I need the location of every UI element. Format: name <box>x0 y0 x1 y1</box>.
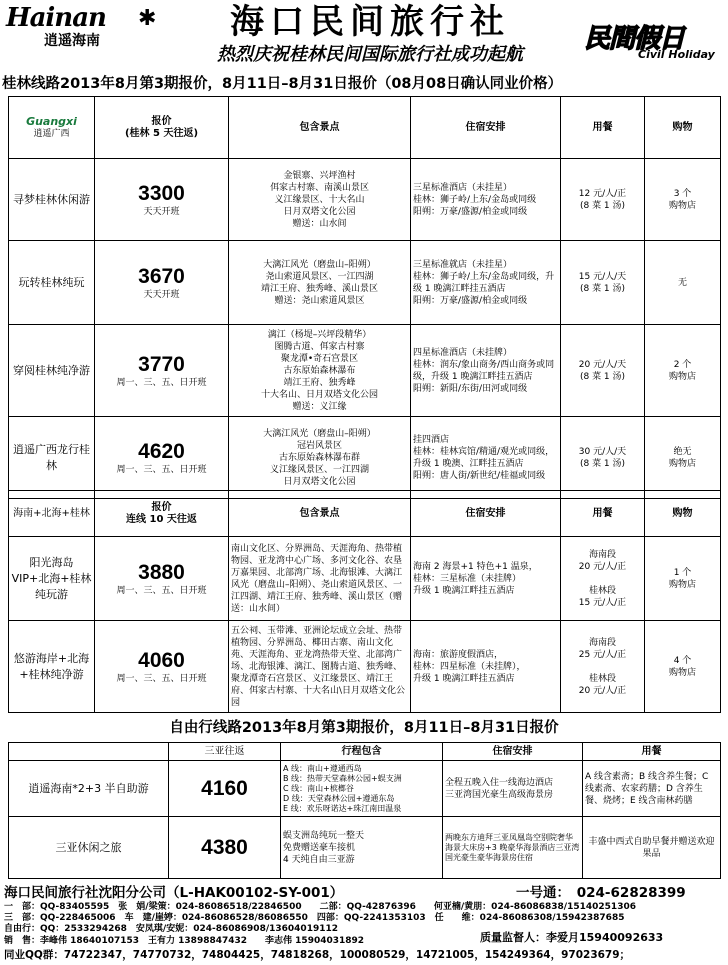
route-name: 三亚休闲之旅 <box>9 817 169 879</box>
price-value: 3300 <box>138 181 185 205</box>
contact-line-1: 一 部：QQ-83405595 张 娟/梁策：024-86086518/22846500 二部：QQ-42876396 何亚楠/黄朋：024-86086838/15140251306 <box>4 902 636 912</box>
price-value: 4060 <box>138 648 185 672</box>
guilin-table <box>8 96 721 499</box>
price-cell <box>169 817 281 879</box>
table-row <box>9 761 721 817</box>
logo-civil-holiday-sub: Civil Holiday <box>638 48 715 61</box>
logo-civil-holiday <box>584 18 724 66</box>
table-row <box>9 621 721 713</box>
table-row <box>9 159 721 241</box>
table-row <box>9 817 721 879</box>
guilin-banner: 桂林线路2013年8月第3期报价，8月11日–8月31日报价（08月08日确认同业价格） <box>2 76 563 92</box>
header-spots: 包含景点 <box>229 491 411 537</box>
palm-tree-icon: ✱ <box>138 6 157 31</box>
meal: 30 元/人/天 (8 菜 1 汤) <box>561 417 645 499</box>
spots: 南山文化区、分界洲岛、天涯海角、热带植物园、亚龙湾中心广场、多河文化谷、农垦万嘉果园、北部湾广场、北海银滩、大漓江风光（磨盘山–阳朔）、尧山索道风景区、一江四湖、靖江王府、独秀峰、溪山景区（赠送：山水间） <box>229 537 411 621</box>
spots: 大漓江风光（磨盘山–阳朔） 尧山索道风景区、一江四湖 靖江王府、独秀峰、溪山景区 赠送：尧山索道风景区 <box>229 241 411 325</box>
spots: A 线：南山+遵通西岛 B 线：热带天堂森林公园+蜈支洲 C 线：南山+槟榔谷 D 线：天堂森林公园+遵通东岛 E 线：欢乐呀诺达+珠江南田温泉 <box>281 761 443 817</box>
hotel: 三星标准就店（未挂星） 桂林：狮子岭/上东/金岛或同级，升级 1 晚漓江畔挂五酒店 阳朔：万豪/盛源/柏金或同级 <box>411 241 561 325</box>
logo-hainan <box>6 4 166 50</box>
header-price-sub: 连线 10 天往返 <box>126 513 197 525</box>
hotel: 四星标准酒店（未挂牌） 桂林：润东/象山商务/西山商务或同级，升级 1 晚漓江畔挂五酒店 阳朔：新阳/东街/田河或同级 <box>411 325 561 417</box>
route-name: 寻梦桂林休闲游 <box>9 159 95 241</box>
header-price-label: 报价 <box>151 115 172 127</box>
meal: 丰盛中西式自助早餐并赠送欢迎果品 <box>583 817 721 879</box>
header-price: 三亚往返 <box>169 743 281 761</box>
price-value: 4620 <box>138 439 185 463</box>
header-price-sub: (桂林 5 天往返) <box>124 127 199 139</box>
contact-line-2: 三 部：QQ-228465006 车 建/崖婷：024-86086528/86086550 四部：QQ-2241353103 任 维：024-86086308/15942387685 <box>4 913 625 923</box>
price-cell <box>95 241 229 325</box>
price-value: 4380 <box>201 835 248 859</box>
header-price <box>95 491 229 537</box>
shop: 4 个 购物店 <box>645 621 721 713</box>
header-spots: 包含景点 <box>229 97 411 159</box>
qq-groups: 同业QQ群：74722347，74770732，74804425，74818268，100080529，14721005，154249364，97023679； <box>4 949 631 961</box>
logo-hainan-text: Hainan <box>6 3 106 33</box>
header-shop: 购物 <box>645 97 721 159</box>
hotel: 海南：旅游度假酒店， 桂林：四星标准（未挂牌）， 升级 1 晚漓江畔挂五酒店 <box>411 621 561 713</box>
schedule: 周一、三、五、日开班 <box>116 464 207 475</box>
table-row <box>9 537 721 621</box>
contact-line-3: 自由行：QQ：2533294268 安凤琪/安妮：024-86086908/13604019112 <box>4 924 339 934</box>
spots: 漓江（杨堤–兴坪段精华） 图腾古道、佴家古村寨 聚龙潭•奇石宫景区 古东原始森林瀑布 靖江王府、独秀峰 十大名山、日月双塔文化公园 赠送：义江缘 <box>229 325 411 417</box>
header-meal: 用餐 <box>561 97 645 159</box>
table-row <box>9 325 721 417</box>
sales-line: 销 售：李峰伟 18640107153 王有力 13898847432 李志伟 15904031892 <box>4 936 365 946</box>
page-title: 海口民间旅行社 <box>230 2 510 42</box>
route-name: 阳光海岛VIP+北海+桂林纯玩游 <box>9 537 95 621</box>
price-value: 4160 <box>201 776 248 800</box>
schedule: 周一、三、五、日开班 <box>116 585 207 596</box>
header-hotel: 住宿安排 <box>411 97 561 159</box>
price-cell <box>95 159 229 241</box>
header-shop: 购物 <box>645 491 721 537</box>
spots: 五公祠、玉带滩、亚洲论坛成立会址、热带植物园、分界洲岛、椰田古寨、南山文化苑、天涯海角、亚龙湾热带天堂、北部湾广场、北海银滩、漓江、图腾古道、独秀峰、聚龙潭奇石宫景区、义江缘景区、靖江王府、佴家古村寨、十大名山\日月双塔文化公园 <box>229 621 411 713</box>
route-name: 穿阅桂林纯净游 <box>9 325 95 417</box>
guangxi-brand-logo: Guangxi <box>26 114 77 128</box>
route-name: 悠游海岸+北海+桂林纯净游 <box>9 621 95 713</box>
price-cell <box>95 417 229 499</box>
meal: A 线含素斋；B 线含养生餐；C 线素斋、农家药膳；D 含养生餐、烧烤；E 线含南林药膳 <box>583 761 721 817</box>
schedule: 周一、三、五、日开班 <box>116 377 207 388</box>
meal: 20 元/人/天 (8 菜 1 汤) <box>561 325 645 417</box>
guangxi-brand <box>9 97 95 159</box>
free-banner: 自由行线路2013年8月第3期报价，8月11日–8月31日报价 <box>169 720 559 736</box>
price-value: 3880 <box>138 560 185 584</box>
price-cell <box>95 325 229 417</box>
route-name: 逍遥广西龙行桂林 <box>9 417 95 499</box>
price-cell <box>169 761 281 817</box>
company-name: 海口民间旅行社沈阳分公司（L-HAK00102-SY-001） <box>4 885 344 901</box>
header-price-label: 报价 <box>151 501 172 513</box>
route-name: 玩转桂林纯玩 <box>9 241 95 325</box>
header-hotel: 住宿安排 <box>443 743 583 761</box>
meal: 海南段 20 元/人/正 桂林段 15 元/人/正 <box>561 537 645 621</box>
shop: 2 个 购物店 <box>645 325 721 417</box>
spots: 蜈支洲岛纯玩一整天 免费赠送豪车接机 4 天纯自由三亚游 <box>281 817 443 879</box>
hotel: 挂四酒店 桂林：桂林宾馆/精通/观光或同级，升级 1 晚澳、江畔挂五酒店 阳朔：唐人街/新世纪/桂福或同级 <box>411 417 561 499</box>
hotel: 三星标准酒店（未挂星） 桂林：狮子岭/上东/金岛或同级 阳朔：万豪/盛源/柏金或同级 <box>411 159 561 241</box>
header-hotel: 住宿安排 <box>411 491 561 537</box>
price-value: 3670 <box>138 264 185 288</box>
schedule: 天天开班 <box>143 206 180 217</box>
shop: 无 <box>645 241 721 325</box>
slogan: 热烈庆祝桂林民间国际旅行社成功起航 <box>217 44 523 65</box>
logo-civil-holiday-text: 民間假日 <box>584 24 685 54</box>
hainan-corner: 海南+北海+桂林 <box>9 491 95 537</box>
header-price <box>95 97 229 159</box>
price-cell <box>95 537 229 621</box>
meal: 12 元/人/正 (8 菜 1 汤) <box>561 159 645 241</box>
spots: 大漓江风光（磨盘山–阳朔） 冠岩风景区 古东原始森林瀑布群 义江缘风景区、一江四湖 日月双塔文化公园 <box>229 417 411 499</box>
guangxi-brand-sub: 逍遥广西 <box>33 128 70 139</box>
hotel: 两晚东方迪拜三亚凤凰岛空别院奢华海景大床房+3 晚豪华海景酒店三亚湾国光豪生豪华海景房住宿 <box>443 817 583 879</box>
meal: 海南段 25 元/人/正 桂林段 20 元/人/正 <box>561 621 645 713</box>
spots: 金银寨、兴坪渔村 佴家古村寨、南溪山景区 义江缘景区、十大名山 日月双塔文化公园 赠送：山水间 <box>229 159 411 241</box>
hotel: 海南 2 海景+1 特色+1 温泉， 桂林：三星标准（未挂牌） 升级 1 晚漓江畔挂五酒店 <box>411 537 561 621</box>
price-cell <box>95 621 229 713</box>
schedule: 周一、三、五、日开班 <box>116 673 207 684</box>
hainan-table <box>8 490 721 713</box>
header-meal: 用餐 <box>583 743 721 761</box>
route-name: 逍遥海南*2+3 半自助游 <box>9 761 169 817</box>
price-value: 3770 <box>138 352 185 376</box>
header-meal: 用餐 <box>561 491 645 537</box>
shop: 绝无 购物店 <box>645 417 721 499</box>
header-blank <box>9 743 169 761</box>
hotline: 一号通： 024-62828399 <box>516 885 686 901</box>
meal: 15 元/人/天 (8 菜 1 汤) <box>561 241 645 325</box>
table-row <box>9 241 721 325</box>
free-table <box>8 742 721 879</box>
schedule: 天天开班 <box>143 289 180 300</box>
table-row <box>9 417 721 499</box>
shop: 3 个 购物店 <box>645 159 721 241</box>
header-spots: 行程包含 <box>281 743 443 761</box>
shop: 1 个 购物店 <box>645 537 721 621</box>
quality-supervisor: 质量监督人：李爱月15940092633 <box>480 931 664 944</box>
hotel: 全程五晚入住一线海边酒店 三亚湾国光豪生高级海景房 <box>443 761 583 817</box>
logo-hainan-sub: 逍遥海南 <box>44 33 100 49</box>
